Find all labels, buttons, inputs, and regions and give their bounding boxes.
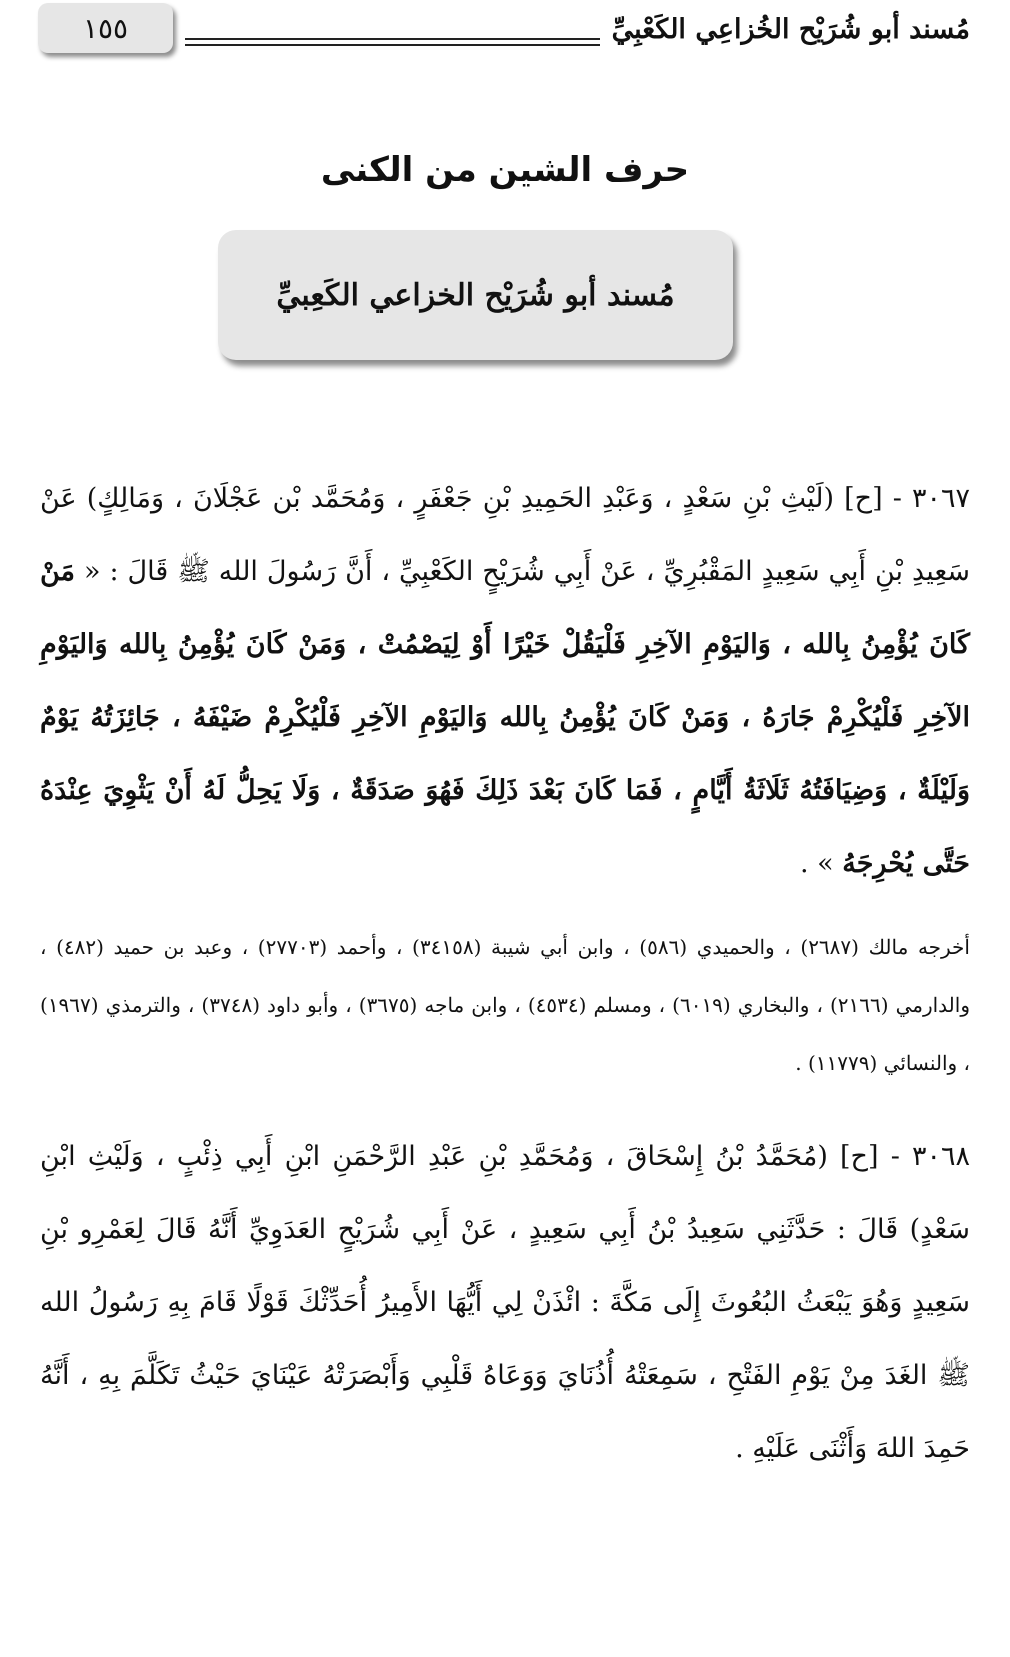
hadith-entry-3067 xyxy=(40,462,970,900)
entry-number: ٣٠٦٧ - xyxy=(892,483,970,514)
running-title: مُسند أبو شُرَيْح الخُزاعِي الكَعْبِيِّ xyxy=(611,14,970,45)
section-title-box xyxy=(218,230,733,360)
isnad-text: [ح] (لَيْثِ بْنِ سَعْدٍ ، وَعَبْدِ الحَمِيدِ بْنِ جَعْفَرٍ ، وَمُحَمَّد بْن عَجْلَانَ ، وَمَالِكٍ) عَنْ سَعِيدِ بْنِ أَبِي سَعِيدٍ المَقْبُرِيِّ ، عَنْ أَبِي شُرَيْحٍ الكَعْبِيِّ ، أَنَّ رَسُولَ الله ﷺ قَالَ : « xyxy=(40,483,970,587)
header-rule xyxy=(185,44,600,46)
entry-text: [ح] (مُحَمَّدُ بْنُ إِسْحَاقَ ، وَمُحَمَّدِ بْنِ عَبْدِ الرَّحْمَنِ ابْنِ أَبِي ذِئْبٍ ، وَلَيْثِ ابْنِ سَعْدٍ) قَالَ : حَدَّثَنِي سَعِيدُ بْنُ أَبِي سَعِيدٍ ، عَنْ أَبِي شُرَيْحٍ العَدَوِيِّ أَنَّهُ قَالَ لِعَمْرِو بْنِ سَعِيدٍ وَهُوَ يَبْعَثُ البُعُوثَ إِلَى مَكَّةَ : ائْذَنْ لِي أَيُّهَا الأَمِيرُ أُحَدِّثْكَ قَوْلًا قَامَ بِهِ رَسُولُ الله ﷺ الغَدَ مِنْ يَوْمِ الفَتْحِ ، سَمِعَتْهُ أُذُنَايَ وَوَعَاهُ قَلْبِي وَأَبْصَرَتْهُ عَيْنَايَ حَيْثُ تَكَلَّمَ بِهِ ، أَنَّهُ حَمِدَ اللهَ وَأَثْنَى عَلَيْهِ . xyxy=(40,1141,970,1464)
takhrij-footnote: أخرجه مالك (٢٦٨٧) ، والحميدي (٥٨٦) ، وابن أبي شيبة (٣٤١٥٨) ، وأحمد (٢٧٧٠٣) ، وعبد بن حميد (٤٨٢) ، والدارمي (٢١٦٦) ، والبخاري (٦٠١٩) ، ومسلم (٤٥٣٤) ، وابن ماجه (٣٦٧٥) ، وأبو داود (٣٧٤٨) ، والترمذي (١٩٦٧) ، والنسائي (١١٧٧٩) . xyxy=(40,935,970,1075)
closing-quote: » . xyxy=(799,848,834,879)
page-number: ١٥٥ xyxy=(38,3,173,53)
entry-number: ٣٠٦٨ - xyxy=(890,1141,970,1172)
hadith-entry-3068 xyxy=(40,1120,970,1485)
header-rule xyxy=(185,38,600,40)
hadith-text: مَنْ كَانَ يُؤْمِنُ بِالله ، وَاليَوْمِ الآخِرِ فَلْيَقُلْ خَيْرًا أَوْ لِيَصْمُتْ ، وَمَنْ كَانَ يُؤْمِنُ بِالله وَاليَوْمِ الآخِرِ فَلْيُكْرِمْ جَارَهُ ، وَمَنْ كَانَ يُؤْمِنُ بِالله وَاليَوْمِ الآخِرِ فَلْيُكْرِمْ ضَيْفَهُ ، جَائِزَتُهُ يَوْمٌ وَلَيْلَةٌ ، وَضِيَافَتُهُ ثَلَاثَةُ أَيَّامٍ ، فَمَا كَانَ بَعْدَ ذَلِكَ فَهُوَ صَدَقَةٌ ، وَلَا يَحِلُّ لَهُ أَنْ يَثْوِيَ عِنْدَهُ حَتَّى يُحْرِجَهُ xyxy=(40,556,970,879)
section-title: مُسند أبو شُرَيْح الخزاعي الكَعِبيِّ xyxy=(276,277,675,313)
chapter-heading: حرف الشين من الكنى xyxy=(320,150,690,190)
